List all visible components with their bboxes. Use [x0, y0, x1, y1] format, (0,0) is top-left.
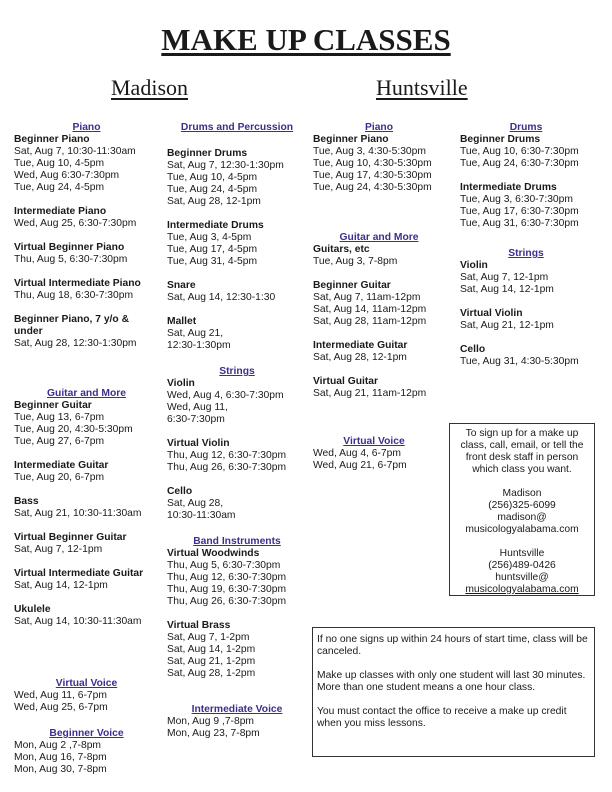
class-time: Thu, Aug 12, 6:30-7:30pm: [167, 572, 287, 583]
class-group: [14, 604, 159, 628]
signup-info-box: [449, 423, 595, 596]
madison-contact: [453, 488, 591, 536]
policy-credit: You must contact the office to receive a make up credit when you miss lessons.: [317, 706, 567, 729]
class-name: Virtual Guitar: [313, 376, 379, 387]
class-time: Tue, Aug 3, 6:30-7:30pm: [460, 194, 573, 205]
class-time: Tue, Aug 20, 4:30-5:30pm: [14, 424, 133, 435]
class-group: [167, 316, 307, 352]
class-time: Thu, Aug 26, 6:30-7:30pm: [167, 596, 287, 607]
class-time: Tue, Aug 3, 7-8pm: [313, 256, 398, 267]
class-group: [313, 340, 453, 364]
class-group: [460, 134, 600, 170]
class-group: [167, 148, 307, 208]
class-name: Snare: [167, 280, 196, 291]
class-time: Tue, Aug 20, 6-7pm: [14, 472, 105, 483]
class-time: Sat, Aug 14, 12-1pm: [14, 580, 108, 591]
class-time: Tue, Aug 27, 6-7pm: [14, 436, 105, 447]
class-group: [313, 244, 453, 268]
section-piano: [14, 122, 159, 350]
class-group: [14, 206, 159, 230]
class-time: Sat, Aug 7, 12-1pm: [460, 272, 549, 283]
class-group: [14, 496, 159, 520]
policy-duration: Make up classes with only one student will last 30 minutes. More than one student means a one hour class.: [317, 670, 586, 693]
class-name: Intermediate Piano: [14, 206, 107, 217]
class-time: Sat, Aug 7, 12-1pm: [14, 544, 103, 555]
class-time: Thu, Aug 5, 6:30-7:30pm: [14, 254, 128, 265]
class-name: Beginner Drums: [167, 148, 248, 159]
section-heading: Beginner Voice: [49, 728, 124, 739]
section-heading: Drums: [509, 122, 543, 133]
section-heading: Guitar and More: [339, 232, 419, 243]
class-name: Cello: [167, 486, 193, 497]
class-group: [167, 280, 307, 304]
class-time: Sat, Aug 21, 10:30-11:30am: [14, 508, 142, 519]
class-time: Sat, Aug 28, 1-2pm: [167, 668, 256, 679]
contact-email-user: madison@: [497, 512, 547, 523]
class-time: Mon, Aug 30, 7-8pm: [14, 764, 107, 775]
contact-phone: (256)489-0426: [488, 560, 556, 571]
class-group: [167, 438, 307, 474]
class-time: 10:30-11:30am: [167, 510, 236, 521]
section-strings: [167, 366, 307, 522]
class-name: Mallet: [167, 316, 197, 327]
policy-cancel: If no one signs up within 24 hours of start time, class will be canceled.: [317, 634, 588, 657]
class-time: Mon, Aug 9 ,7-8pm: [167, 716, 255, 727]
class-time: Wed, Aug 4, 6-7pm: [313, 448, 401, 459]
class-time: Sat, Aug 14, 11am-12pm: [313, 304, 427, 315]
section-heading: Strings: [508, 248, 544, 259]
class-time: Sat, Aug 14, 1-2pm: [167, 644, 256, 655]
section-heading: Virtual Voice: [55, 678, 118, 689]
section-heading: Drums and Percussion: [180, 122, 294, 133]
class-time: Tue, Aug 17, 6:30-7:30pm: [460, 206, 579, 217]
class-time: Mon, Aug 23, 7-8pm: [167, 728, 260, 739]
section-heading: Virtual Voice: [343, 436, 405, 447]
class-time: Wed, Aug 11, 6-7pm: [14, 690, 107, 701]
section-heading: Piano: [364, 122, 394, 133]
class-name: Beginner Drums: [460, 134, 541, 145]
class-group: [167, 220, 307, 268]
section-virtual-voice: [313, 436, 453, 472]
class-time: Thu, Aug 12, 6:30-7:30pm: [167, 450, 287, 461]
section-drums: [460, 122, 600, 230]
class-name: Bass: [14, 496, 39, 507]
class-time: Sat, Aug 7, 10:30-11:30am: [14, 146, 136, 157]
class-time: Tue, Aug 24, 4-5pm: [167, 184, 258, 195]
class-time: Sat, Aug 21, 1-2pm: [167, 656, 256, 667]
section-band-instruments: [167, 536, 307, 680]
class-time: Tue, Aug 3, 4-5pm: [167, 232, 252, 243]
class-time: Sat, Aug 21, 12-1pm: [460, 320, 554, 331]
class-group: [313, 280, 453, 328]
location-madison: Madison: [111, 75, 188, 100]
class-group: [313, 134, 453, 194]
class-group: [460, 308, 600, 332]
madison-column-2: [167, 122, 307, 740]
class-time: Sat, Aug 14, 10:30-11:30am: [14, 616, 142, 627]
section-heading: Intermediate Voice: [191, 704, 283, 715]
class-name: Virtual Violin: [167, 438, 230, 449]
class-group: [313, 376, 453, 400]
class-group: [167, 620, 307, 680]
class-time: Sat, Aug 28,: [167, 498, 224, 509]
section-heading: Piano: [72, 122, 101, 133]
class-time: Tue, Aug 10, 4-5pm: [167, 172, 258, 183]
section-guitar-and-more: [14, 388, 159, 628]
section-piano: [313, 122, 453, 194]
class-group: [460, 182, 600, 230]
class-name: Virtual Woodwinds: [167, 548, 260, 559]
huntsville-contact: [453, 548, 591, 596]
class-group: [167, 378, 307, 426]
class-name: Cello: [460, 344, 486, 355]
class-name: Guitars, etc: [313, 244, 370, 255]
class-group: [167, 486, 307, 522]
class-name: Beginner Guitar: [313, 280, 391, 291]
class-group: [14, 400, 159, 448]
class-name: Virtual Intermediate Guitar: [14, 568, 144, 579]
class-time: Sat, Aug 14, 12-1pm: [460, 284, 554, 295]
section-heading: Band Instruments: [193, 536, 281, 547]
class-time: Sat, Aug 7, 12:30-1:30pm: [167, 160, 284, 171]
class-time: Tue, Aug 10, 6:30-7:30pm: [460, 146, 579, 157]
class-time: Tue, Aug 31, 6:30-7:30pm: [460, 218, 579, 229]
class-group: [14, 278, 159, 302]
class-time: Sat, Aug 28, 11am-12pm: [313, 316, 427, 327]
class-time: Tue, Aug 10, 4:30-5:30pm: [313, 158, 432, 169]
class-time: Sat, Aug 21,: [167, 328, 224, 339]
class-group: [167, 548, 307, 608]
class-name: Intermediate Guitar: [313, 340, 408, 351]
class-time: Wed, Aug 25, 6:30-7:30pm: [14, 218, 137, 229]
class-time: Tue, Aug 3, 4:30-5:30pm: [313, 146, 426, 157]
class-name: Virtual Brass: [167, 620, 231, 631]
class-name: Virtual Beginner Piano: [14, 242, 125, 253]
class-name: Virtual Beginner Guitar: [14, 532, 127, 543]
class-time: Tue, Aug 24, 6:30-7:30pm: [460, 158, 579, 169]
location-huntsville: Huntsville: [376, 75, 468, 100]
contact-email-user: huntsville@: [495, 572, 549, 583]
madison-column-1: [14, 122, 159, 776]
class-time: Tue, Aug 31, 4:30-5:30pm: [460, 356, 579, 367]
class-time: Thu, Aug 5, 6:30-7:30pm: [167, 560, 281, 571]
section-virtual-voice: [14, 678, 159, 714]
class-time: Tue, Aug 17, 4-5pm: [167, 244, 258, 255]
class-name: Beginner Piano: [313, 134, 389, 145]
section-drums-and-percussion: [167, 122, 307, 352]
class-time: Sat, Aug 14, 12:30-1:30: [167, 292, 276, 303]
class-time: Mon, Aug 16, 7-8pm: [14, 752, 107, 763]
section-heading: Strings: [219, 366, 255, 377]
section-guitar-and-more: [313, 232, 453, 400]
class-time: Sat, Aug 21, 11am-12pm: [313, 388, 427, 399]
class-name: Intermediate Guitar: [14, 460, 109, 471]
class-time: Sat, Aug 7, 1-2pm: [167, 632, 250, 643]
class-name: Intermediate Drums: [167, 220, 264, 231]
contact-location: Madison: [502, 488, 542, 499]
section-beginner-voice: [14, 728, 159, 776]
class-time: 6:30-7:30pm: [167, 414, 225, 425]
class-name: Virtual Violin: [460, 308, 523, 319]
class-group: [14, 568, 159, 592]
class-time: Tue, Aug 17, 4:30-5:30pm: [313, 170, 432, 181]
class-time: Tue, Aug 10, 4-5pm: [14, 158, 105, 169]
class-name: Violin: [167, 378, 195, 389]
class-group: [14, 242, 159, 266]
section-heading: Guitar and More: [47, 388, 126, 399]
class-time: Thu, Aug 19, 6:30-7:30pm: [167, 584, 287, 595]
contact-phone: (256)325-6099: [488, 500, 556, 511]
contact-email-link[interactable]: musicologyalabama.com: [465, 584, 579, 595]
class-time: Tue, Aug 24, 4:30-5:30pm: [313, 182, 432, 193]
class-name: Beginner Piano: [14, 134, 90, 145]
class-time: Tue, Aug 24, 4-5pm: [14, 182, 105, 193]
class-time: Wed, Aug 21, 6-7pm: [313, 460, 407, 471]
class-time: Tue, Aug 31, 4-5pm: [167, 256, 258, 267]
class-group: [460, 260, 600, 296]
signup-instructions: To sign up for a make up class, call, email, or tell the front desk staff in person which class you want.: [460, 428, 584, 475]
class-time: Sat, Aug 7, 11am-12pm: [313, 292, 421, 303]
class-time: Thu, Aug 18, 6:30-7:30pm: [14, 290, 134, 301]
class-time: Wed, Aug 25, 6-7pm: [14, 702, 108, 713]
class-time: Mon, Aug 2 ,7-8pm: [14, 740, 102, 751]
class-time: Wed, Aug 6:30-7:30pm: [14, 170, 120, 181]
policy-box: [312, 627, 595, 757]
huntsville-column-1: [313, 122, 453, 472]
page-title: MAKE UP CLASSES: [161, 22, 451, 57]
class-name: Virtual Intermediate Piano: [14, 278, 141, 289]
class-name: Beginner Guitar: [14, 400, 92, 411]
class-time: Tue, Aug 13, 6-7pm: [14, 412, 105, 423]
class-name: Ukulele: [14, 604, 51, 615]
contact-email-domain: musicologyalabama.com: [465, 524, 579, 535]
section-strings: [460, 248, 600, 368]
class-time: Sat, Aug 28, 12:30-1:30pm: [14, 338, 137, 349]
class-time: Sat, Aug 28, 12-1pm: [167, 196, 261, 207]
class-time: 12:30-1:30pm: [167, 340, 231, 351]
section-intermediate-voice: [167, 704, 307, 740]
class-name: Beginner Piano, 7 y/o & under: [14, 314, 130, 337]
class-time: Sat, Aug 28, 12-1pm: [313, 352, 407, 363]
class-group: [14, 460, 159, 484]
class-name: Violin: [460, 260, 488, 271]
contact-location: Huntsville: [499, 548, 545, 559]
class-group: [14, 532, 159, 556]
class-time: Wed, Aug 11,: [167, 402, 228, 413]
class-name: Intermediate Drums: [460, 182, 557, 193]
huntsville-column-2: [460, 122, 600, 368]
class-group: [14, 314, 159, 350]
class-group: [14, 134, 159, 194]
class-time: Thu, Aug 26, 6:30-7:30pm: [167, 462, 287, 473]
class-time: Wed, Aug 4, 6:30-7:30pm: [167, 390, 284, 401]
class-group: [460, 344, 600, 368]
